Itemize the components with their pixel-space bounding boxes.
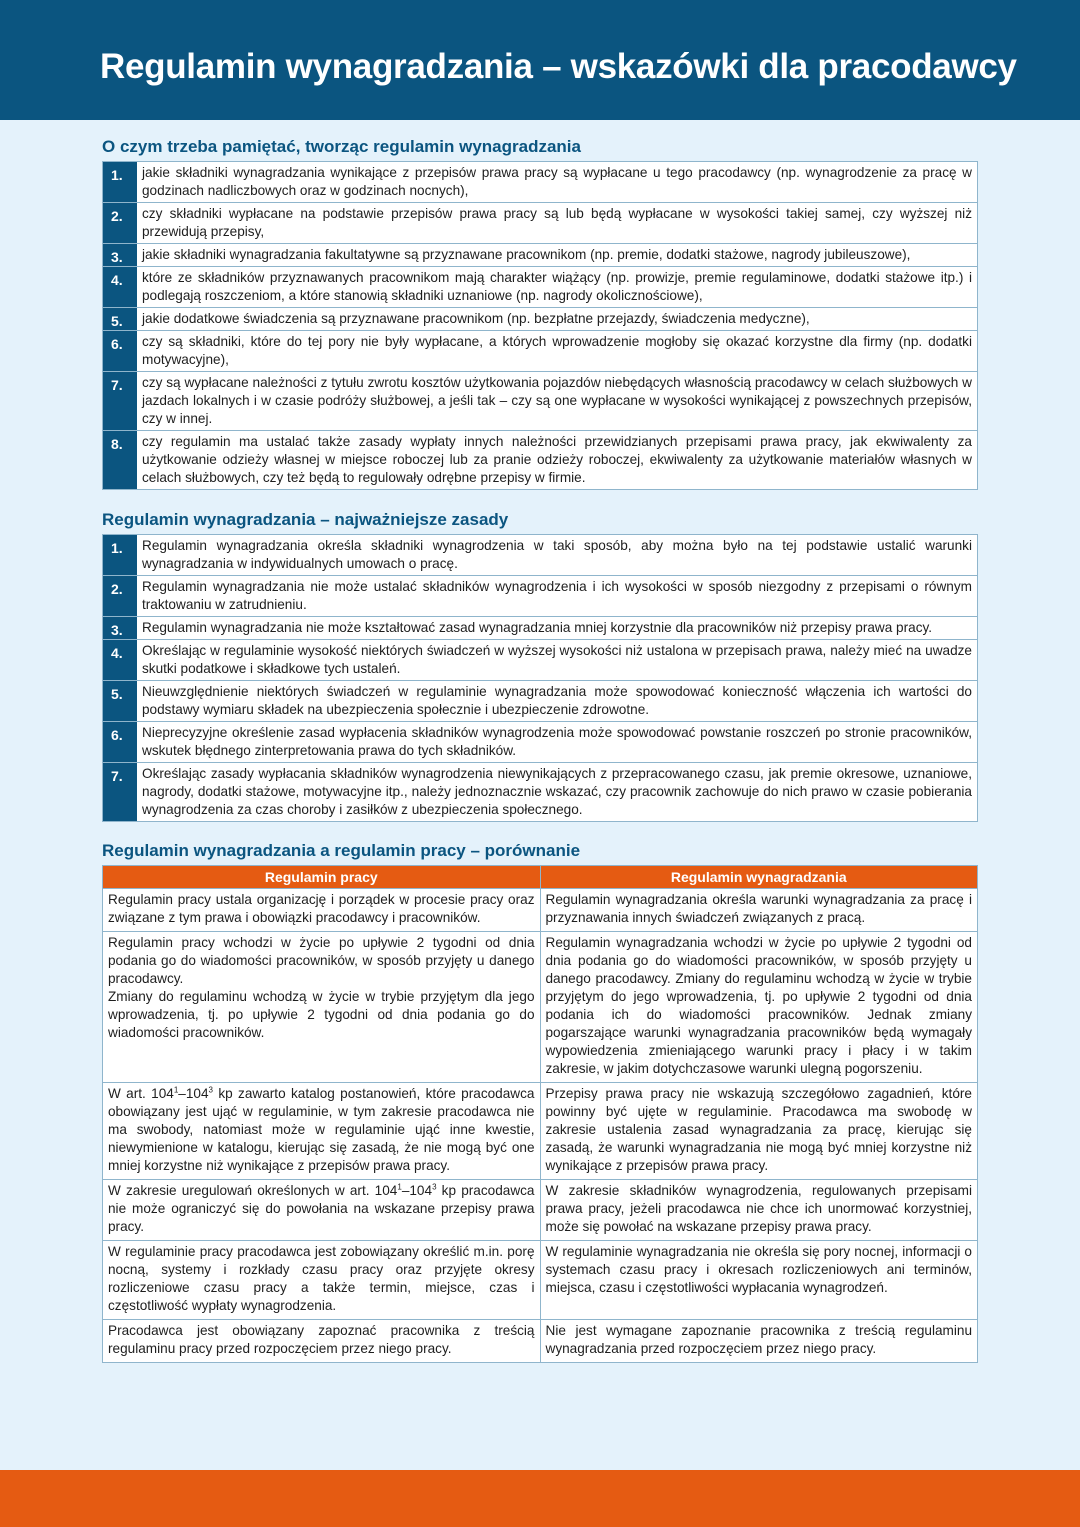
page-title: Regulamin wynagradzania – wskazówki dla pracodawcy <box>100 47 1017 86</box>
section-title-checklist: O czym trzeba pamiętać, tworząc regulamin wynagradzania <box>102 137 581 156</box>
table-cell: Nie jest wymagane zapoznanie pracownika z treścią regulaminu wynagradzania przed rozpoczęciem przez niego pracy. <box>540 1320 978 1363</box>
item-number: 7. <box>103 372 137 430</box>
table-cell: W art. $104^1-104^3$ kp zawarto katalog postanowień, które pracodawca obowiązany jest ująć w regulaminie, w tym zakresie pracodawca nie ma swobody, natomiast może w regulaminie ująć inne kwestie, niewymienione w katalogu, kierując się zasadą, że nie mogą być one mniej korzystne niż wynikające z przepisów prawa pracy. <box>103 1083 541 1180</box>
item-text: czy są wypłacane należności z tytułu zwrotu kosztów użytkowania pojazdów niebędących własnością pracodawcy w celach służbowych w jazdach lokalnych i w czasie podróży służbowej, a jeśli tak – czy są one wypłacane w wysokości wynikającej z powszechnych przepisów, czy w innej. <box>142 375 972 426</box>
footer-band <box>0 1470 1080 1527</box>
item-text: Regulamin wynagradzania określa składniki wynagrodzenia w taki sposób, aby można było na tej podstawie ustalić warunki wynagradzania w indywidualnych umowach o pracę. <box>142 538 972 571</box>
item-number: 4. <box>103 267 137 307</box>
item-number: 2. <box>103 576 137 616</box>
item-text: czy są składniki, które do tej pory nie były wypłacane, a których wprowadzenie mogłoby się okazać korzystne dla firmy (np. dodatki motywacyjne), <box>142 334 972 367</box>
item-number: 6. <box>103 722 137 762</box>
list-item <box>103 680 977 721</box>
item-text: Nieprecyzyjne określenie zasad wypłacenia składników wynagrodzenia może spowodować powstanie roszczeń po stronie pracowników, wskutek błędnego zinterpretowania prawa do tych składników. <box>142 725 972 758</box>
item-text: Regulamin wynagradzania nie może kształtować zasad wynagradzania mniej korzystnie dla pracowników niż przepisy prawa pracy. <box>142 620 933 635</box>
table-row <box>103 932 978 1083</box>
principles-list <box>102 534 978 822</box>
item-text: które ze składników przyznawanych pracownikom mają charakter wiążący (np. prowizje, premie regulaminowe, dodatki stażowe itp.) i podlegają roszczeniom, a które stanowią składniki uznaniowe (np. nagrody okolicznościowe), <box>142 270 972 303</box>
column-header-pay-rules: Regulamin wynagradzania <box>540 866 978 889</box>
list-item <box>103 616 977 639</box>
list-item <box>103 430 977 489</box>
item-number: 4. <box>103 640 137 680</box>
list-item <box>103 639 977 680</box>
table-cell: W zakresie składników wynagrodzenia, regulowanych przepisami prawa pracy, jeżeli pracodawca nie chce ich unormować korzystniej, może się powołać na wskazane przepisy prawa pracy. <box>540 1180 978 1241</box>
list-item <box>103 535 977 575</box>
list-item <box>103 307 977 330</box>
item-number: 3. <box>103 244 137 266</box>
item-text: Nieuwzględnienie niektórych świadczeń w regulaminie wynagradzania może spowodować konieczność włączenia ich wartości do podstawy wymiaru składek na ubezpieczenia społecznie i ubezpieczenie zdrowotne. <box>142 684 972 717</box>
table-cell: Pracodawca jest obowiązany zapoznać pracownika z treścią regulaminu pracy przed rozpoczęciem przez niego pracy. <box>103 1320 541 1363</box>
item-number: 5. <box>103 308 137 330</box>
table-cell: Regulamin wynagradzania określa warunki wynagradzania za pracę i przyznawania innych świadczeń związanych z pracą. <box>540 889 978 932</box>
list-item <box>103 371 977 430</box>
content <box>102 136 978 1363</box>
item-number: 6. <box>103 331 137 371</box>
item-text: Regulamin wynagradzania nie może ustalać składników wynagrodzenia i ich wysokości w sposób niezgodny z przepisami o równym traktowaniu w zatrudnieniu. <box>142 579 972 612</box>
list-item <box>103 762 977 821</box>
table-row <box>103 889 978 932</box>
list-item <box>103 243 977 266</box>
item-text: czy składniki wypłacane na podstawie przepisów prawa pracy są lub będą wypłacane w wysokości takiej samej, czy wyższej niż przewidują przepisy, <box>142 206 972 239</box>
list-item <box>103 330 977 371</box>
table-cell: Regulamin wynagradzania wchodzi w życie po upływie 2 tygodni od dnia podania go do wiadomości pracowników, w sposób przyjęty u danego pracodawcy. Zmiany do regulaminu wchodzą w życie w trybie przyjętym do jego wprowadzenia, tj. po upływie 2 tygodni od dnia podania ich do wiadomości pracowników. Jednak zmiany pogarszające warunki wynagradzania pracowników będą wymagały wypowiedzenia zmieniającego warunki pracy i płacy i w takim zakresie, w jakim dotychczasowe warunki ulegną pogorszeniu. <box>540 932 978 1083</box>
item-text: jakie składniki wynagradzania wynikające z przepisów prawa pracy są wypłacane u tego pracodawcy (np. wynagrodzenie za pracę w godzinach nadliczbowych oraz w godzinach nocnych), <box>142 165 972 198</box>
table-row <box>103 1241 978 1320</box>
table-header-row <box>103 866 978 889</box>
table-row <box>103 1320 978 1363</box>
list-item <box>103 575 977 616</box>
item-text: Określając w regulaminie wysokość niektórych świadczeń w wyższej wysokości niż ustalona w przepisach prawa, należy mieć na uwadze skutki podatkowe i składkowe tych ustaleń. <box>142 643 972 676</box>
item-number: 1. <box>103 162 137 202</box>
comparison-table <box>102 865 978 1363</box>
list-item <box>103 162 977 202</box>
item-number: 8. <box>103 431 137 489</box>
table-cell: W regulaminie pracy pracodawca jest zobowiązany określić m.in. porę nocną, systemy i rozkłady czasu pracy oraz przyjęte okresy rozliczeniowe czasu pracy a także termin, miejsce, czas i częstotliwość wypłaty wynagrodzenia. <box>103 1241 541 1320</box>
item-text: jakie dodatkowe świadczenia są przyznawane pracownikom (np. bezpłatne przejazdy, świadczenia medyczne), <box>142 311 810 326</box>
table-row <box>103 1180 978 1241</box>
header-banner <box>0 0 1080 120</box>
item-number: 5. <box>103 681 137 721</box>
list-item <box>103 266 977 307</box>
table-cell: W regulaminie wynagradzania nie określa się pory nocnej, informacji o systemach czasu pracy i okresach rozliczeniowych ani terminów, miejsca, czasu i częstotliwości wypłacania wynagrodzeń. <box>540 1241 978 1320</box>
item-number: 1. <box>103 535 137 575</box>
item-number: 2. <box>103 203 137 243</box>
item-text: jakie składniki wynagradzania fakultatywne są przyznawane pracownikom (np. premie, dodatki stażowe, nagrody jubileuszowe), <box>142 247 911 262</box>
item-number: 3. <box>103 617 137 639</box>
item-number: 7. <box>103 763 137 821</box>
table-cell: Przepisy prawa pracy nie wskazują szczegółowo zagadnień, które powinny być ujęte w regulaminie. Pracodawca ma swobodę w zakresie ustalenia zasad wynagradzania za pracę, kierując się zasadą, że warunki wynagradzania nie mogą być mniej korzystne niż wynikające z przepisów prawa pracy. <box>540 1083 978 1180</box>
checklist <box>102 161 978 490</box>
cell-paragraph: Regulamin pracy wchodzi w życie po upływie 2 tygodni od dnia podania go do wiadomości pracowników, w sposób przyjęty u danego pracodawcy. <box>108 935 535 986</box>
list-item <box>103 721 977 762</box>
cell-paragraph: Zmiany do regulaminu wchodzą w życie w trybie przyjętym dla jego wprowadzenia, tj. po upływie 2 tygodni od dnia podania go do wiadomości pracowników. <box>108 989 535 1040</box>
table-cell: Regulamin pracy ustala organizację i porządek w procesie pracy oraz związane z tym prawa i obowiązki pracodawcy i pracowników. <box>103 889 541 932</box>
item-text: Określając zasady wypłacania składników wynagrodzenia niewynikających z przepracowanego czasu, jak premie okresowe, uznaniowe, nagrody, dodatki stażowe, motywacyjne itp., należy jednoznacznie wskazać, czy pracownik zachowuje do nich prawo w czasie pobierania wynagrodzenia za czas choroby i zasiłków z ubezpieczenia społecznego. <box>142 766 972 817</box>
list-item <box>103 202 977 243</box>
item-text: czy regulamin ma ustalać także zasady wypłaty innych należności przewidzianych przepisami prawa pracy, jak ekwiwalenty za użytkowanie odzieży własnej w miejsce roboczej lub za pranie odzieży roboczej, ekwiwalenty za użytkowanie materiałów własnych w celach służbowych, czy też będą to regulowały odrębne przepisy w firmie. <box>142 434 972 485</box>
table-row <box>103 1083 978 1180</box>
table-cell <box>103 932 541 1083</box>
section-title-principles: Regulamin wynagradzania – najważniejsze zasady <box>102 510 509 529</box>
table-cell: W zakresie uregulowań określonych w art. $104^1-104^3$ kp pracodawca nie może ograniczyć się do powołania na wskazane przepisy prawa pracy. <box>103 1180 541 1241</box>
section-title-comparison: Regulamin wynagradzania a regulamin pracy – porównanie <box>102 841 581 860</box>
column-header-work-rules: Regulamin pracy <box>103 866 541 889</box>
